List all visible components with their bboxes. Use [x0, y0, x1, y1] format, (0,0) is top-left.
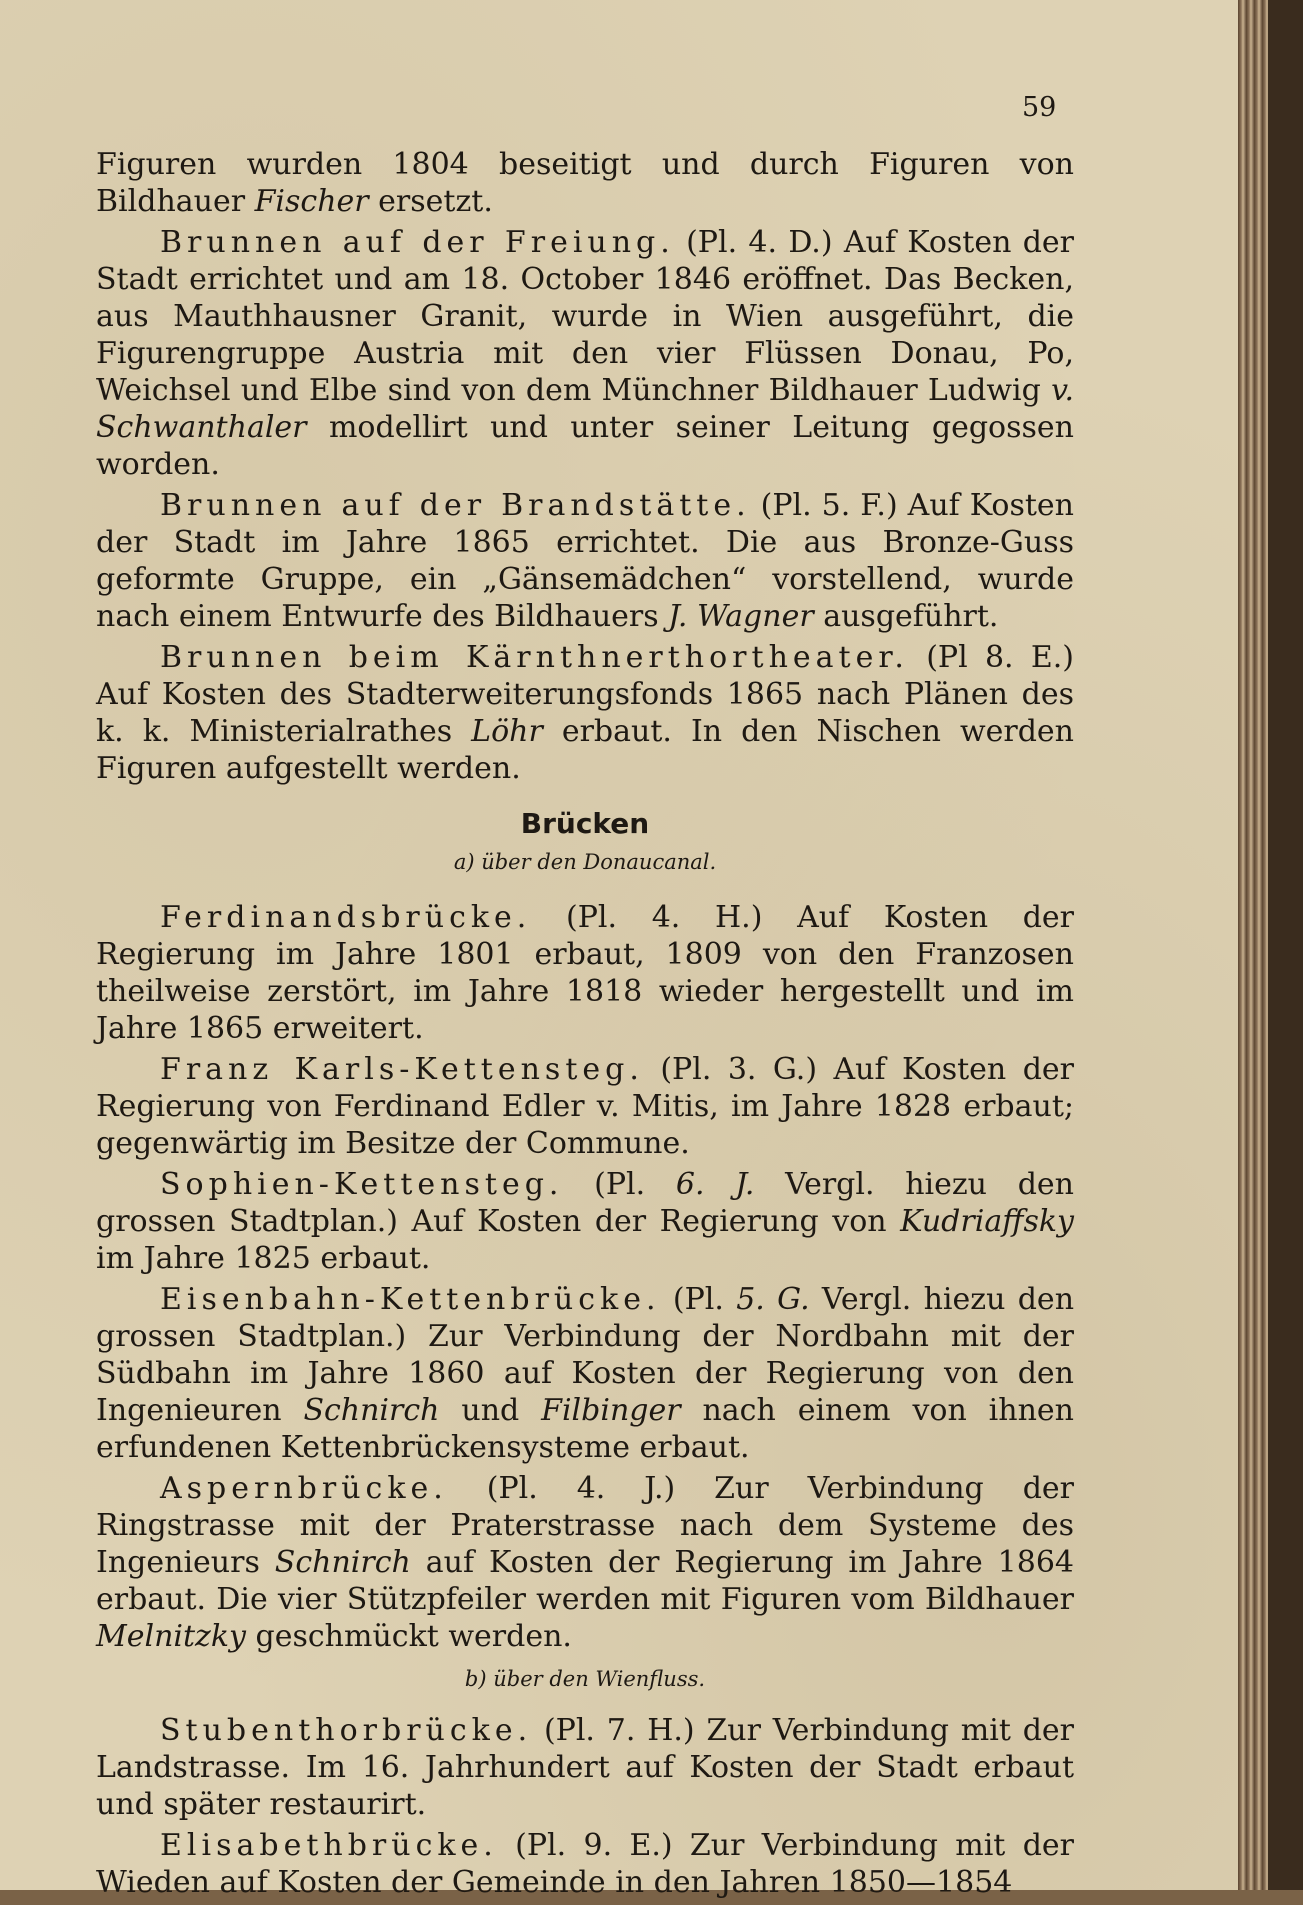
paragraph — [96, 1470, 1074, 1655]
paragraph-lead: Ferdinandsbrücke. — [160, 900, 532, 935]
paragraph-lead: Brunnen beim Kärnthnerthortheater. — [160, 640, 909, 675]
paragraph-lead: Franz Karls-Kettensteg. — [160, 1052, 644, 1087]
paragraph — [96, 1051, 1074, 1162]
paragraph-text: Vergl. hiezu den grossen Stadtplan.) Auf Kosten der Regierung von — [96, 1167, 1074, 1239]
paragraph-text: (Pl. 3. G.) Auf Kosten der Regierung von Ferdinand Edler v. Mitis, im Jahre 1828 erbaut; gegenwärtig im Besitze der Commune. — [96, 1052, 1074, 1161]
page-number: 59 — [1022, 92, 1057, 123]
paragraph-lead: Stubenthorbrücke. — [160, 1713, 533, 1748]
paragraph-text: modellirt und unter seiner Leitung gegossen worden. — [96, 410, 1074, 482]
paragraph-text: ausgeführt. — [813, 599, 999, 634]
paragraph-text: (Pl. 4. D.) Auf Kosten der Stadt errichtet und am 18. October 1846 eröffnet. Das Becken, aus Mauthhausner Granit, wurde in Wien ausgeführt, die Figurengruppe Austria mit den vier Flüssen Donau, Po, Weichsel und Elbe sind von dem Münchner Bildhauer Ludwig — [96, 225, 1074, 408]
paragraph-text: nach einem von ihnen erfundenen Kettenbrückensysteme erbaut. — [96, 1393, 1074, 1465]
paragraph-text: (Pl. 9. E.) Zur Verbindung mit der Wieden auf Kosten der Gemeinde in den Jahren 1850—1854 — [96, 1828, 1074, 1900]
section-bridges-wienfluss — [96, 1712, 1074, 1901]
italic-name: Filbinger — [541, 1393, 681, 1428]
italic-name: v. Schwanthaler — [96, 373, 1074, 445]
paragraph-lead: Brunnen auf der Freiung. — [160, 225, 675, 260]
section-bridges-donaucanal — [96, 899, 1074, 1655]
italic-name: Kudriaffsky — [900, 1204, 1074, 1239]
paragraph-lead: Eisenbahn-Kettenbrücke. — [160, 1282, 661, 1317]
section-heading: Brücken — [520, 807, 650, 840]
paragraph-text: geschmückt werden. — [245, 1619, 572, 1654]
paragraph-text: (Pl. 4. H.) Auf Kosten der Regierung im Jahre 1801 erbaut, 1809 von den Franzosen theilweise zerstört, im Jahre 1818 wieder hergestellt und im Jahre 1865 erweitert. — [96, 900, 1074, 1046]
paragraph-text: auf Kosten der Regierung im Jahre 1864 erbaut. Die vier Stützpfeiler werden mit Figuren vom Bildhauer — [96, 1545, 1074, 1617]
paragraph-text: (Pl. 5. F.) Auf Kosten der Stadt im Jahre 1865 errichtet. Die aus Bronze-Guss geformte Gruppe, ein „Gänsemädchen“ vorstellend, wurde nach einem Entwurfe des Bildhauers — [96, 488, 1074, 634]
paragraph — [96, 487, 1074, 635]
paragraph-lead: Elisabethbrücke. — [160, 1828, 498, 1863]
paragraph-lead: Sophien-Kettensteg. — [160, 1167, 564, 1202]
paragraph-text: (Pl 8. E.) Auf Kosten des Stadterweiterungsfonds 1865 nach Plänen des k. k. Ministerialrathes — [96, 640, 1074, 749]
italic-name: 6. J. — [675, 1167, 755, 1202]
subheading-wienfluss: b) über den Wienfluss. — [464, 1667, 706, 1691]
paragraph-text: Figuren wurden 1804 beseitigt und durch Figuren von Bildhauer — [96, 147, 1074, 219]
paragraph — [96, 1281, 1074, 1466]
italic-name: Schnirch — [274, 1545, 411, 1580]
section-fountains — [96, 146, 1074, 787]
paragraph-text: erbaut. In den Nischen werden Figuren aufgestellt werden. — [96, 714, 1074, 786]
page-edge — [1238, 0, 1268, 1890]
paragraph-text: Vergl. hiezu den grossen Stadtplan.) Zur Verbindung der Nordbahn mit der Südbahn im Jahre 1860 auf Kosten der Regierung von den Ingenieuren — [96, 1282, 1075, 1428]
paragraph — [96, 146, 1074, 220]
italic-name: Fischer — [254, 184, 369, 219]
paragraph — [96, 1712, 1074, 1823]
italic-name: Löhr — [471, 714, 543, 749]
paragraph — [96, 1166, 1074, 1277]
paragraph-text: (Pl. 4. J.) Zur Verbindung der Ringstrasse mit der Praterstrasse nach dem Systeme des Ingenieurs — [96, 1471, 1074, 1580]
paragraph-lead: Brunnen auf der Brandstätte. — [160, 488, 751, 523]
subheading-donaucanal: a) über den Donaucanal. — [453, 850, 717, 874]
page-body — [96, 146, 1074, 1905]
italic-name: Schnirch — [303, 1393, 440, 1428]
paragraph-text: (Pl. — [660, 1282, 737, 1317]
paragraph-text: und — [439, 1393, 542, 1428]
paragraph-lead: Aspernbrücke. — [160, 1471, 448, 1506]
italic-name: 5. G. — [736, 1282, 810, 1317]
paragraph-text: (Pl. — [563, 1167, 676, 1202]
italic-name: Melnitzky — [96, 1619, 246, 1654]
paragraph-text: (Pl. 7. H.) Zur Verbindung mit der Landstrasse. Im 16. Jahrhundert auf Kosten der Stadt erbaut und später restaurirt. — [96, 1713, 1074, 1822]
book-cover-edge — [1268, 0, 1303, 1890]
paragraph — [96, 639, 1074, 787]
paragraph — [96, 899, 1074, 1047]
paragraph-text: im Jahre 1825 erbaut. — [96, 1241, 431, 1276]
italic-name: J. Wagner — [668, 599, 814, 634]
paragraph — [96, 224, 1074, 483]
paragraph-text: ersetzt. — [368, 184, 493, 219]
